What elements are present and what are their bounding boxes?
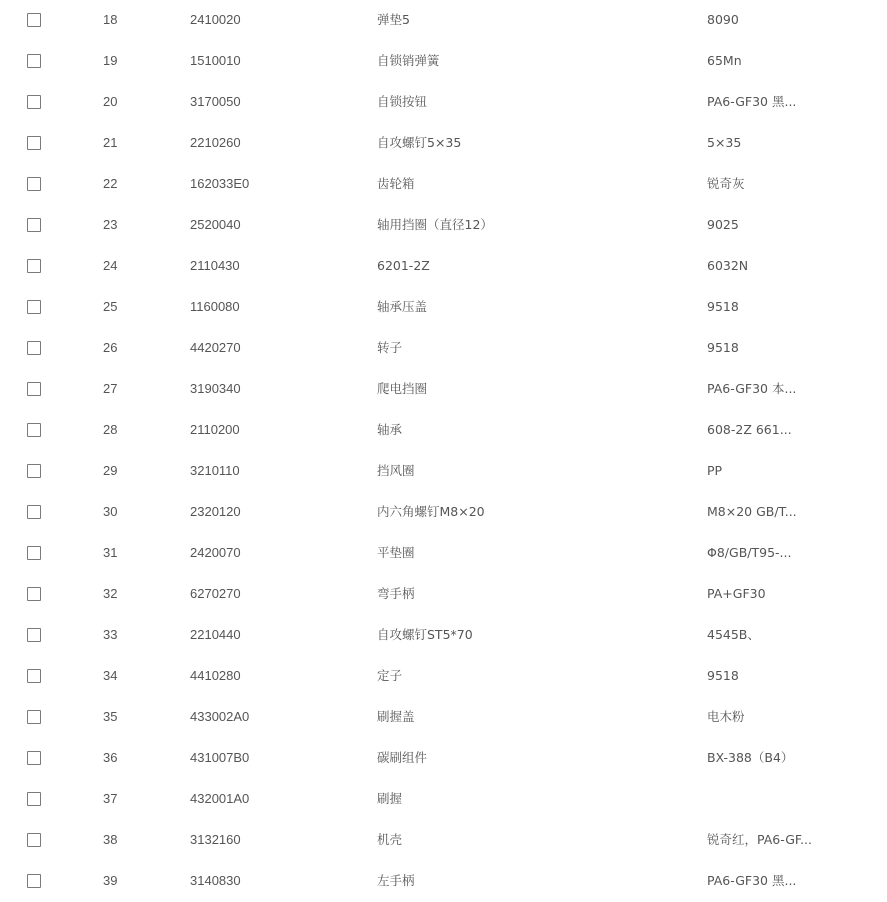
part-name: 刷握 — [377, 791, 403, 806]
row-select-cell — [27, 287, 43, 327]
row-number: 23 — [103, 217, 118, 232]
part-name: 齿轮箱 — [377, 176, 415, 191]
part-code: 433002A0 — [190, 709, 250, 724]
table-row — [0, 205, 887, 246]
row-number: 21 — [103, 135, 118, 150]
part-spec: 9518 — [707, 668, 739, 683]
part-spec: 9518 — [707, 340, 739, 355]
row-checkbox[interactable] — [27, 136, 41, 150]
row-number: 35 — [103, 709, 118, 724]
part-spec: BX-388（B4） — [707, 750, 794, 765]
row-checkbox[interactable] — [27, 341, 41, 355]
part-code: 432001A0 — [190, 791, 250, 806]
part-name: 自攻螺钉ST5*70 — [377, 627, 473, 642]
row-checkbox[interactable] — [27, 464, 41, 478]
row-number: 33 — [103, 627, 118, 642]
part-spec: PA6-GF30 黑... — [707, 873, 797, 888]
row-select-cell — [27, 369, 43, 409]
row-select-cell — [27, 0, 43, 40]
row-checkbox[interactable] — [27, 177, 41, 191]
part-code: 431007B0 — [190, 750, 250, 765]
row-select-cell — [27, 410, 43, 450]
table-row — [0, 533, 887, 574]
part-code: 6270270 — [190, 586, 241, 601]
table-row — [0, 41, 887, 82]
part-spec: 608-2Z 661... — [707, 422, 792, 437]
row-checkbox[interactable] — [27, 423, 41, 437]
row-checkbox[interactable] — [27, 628, 41, 642]
table-row — [0, 574, 887, 615]
row-checkbox[interactable] — [27, 13, 41, 27]
table-row — [0, 820, 887, 861]
part-spec: 6032N — [707, 258, 749, 273]
part-spec: 65Mn — [707, 53, 742, 68]
part-code: 2420070 — [190, 545, 241, 560]
row-select-cell — [27, 328, 43, 368]
row-select-cell — [27, 123, 43, 163]
part-code: 2110200 — [190, 422, 240, 437]
part-name: 内六角螺钉M8×20 — [377, 504, 485, 519]
table-row — [0, 123, 887, 164]
row-checkbox[interactable] — [27, 300, 41, 314]
row-number: 27 — [103, 381, 118, 396]
part-name: 轴承 — [377, 422, 403, 437]
row-checkbox[interactable] — [27, 382, 41, 396]
part-code: 4410280 — [190, 668, 241, 683]
part-spec: PA+GF30 — [707, 586, 766, 601]
part-code: 3190340 — [190, 381, 241, 396]
part-name: 自锁销弹簧 — [377, 53, 440, 68]
part-name: 刷握盖 — [377, 709, 415, 724]
part-name: 左手柄 — [377, 873, 415, 888]
part-name: 自攻螺钉5×35 — [377, 135, 462, 150]
table-row — [0, 410, 887, 451]
table-row — [0, 656, 887, 697]
table-row — [0, 287, 887, 328]
row-checkbox[interactable] — [27, 792, 41, 806]
part-code: 2520040 — [190, 217, 241, 232]
row-number: 30 — [103, 504, 118, 519]
part-code: 3170050 — [190, 94, 241, 109]
part-name: 转子 — [377, 340, 403, 355]
part-name: 挡风圈 — [377, 463, 415, 478]
row-select-cell — [27, 205, 43, 245]
part-code: 3210110 — [190, 463, 240, 478]
part-name: 弯手柄 — [377, 586, 415, 601]
part-name: 自锁按钮 — [377, 94, 428, 109]
row-select-cell — [27, 574, 43, 614]
part-name: 6201-2Z — [377, 258, 430, 273]
part-spec: 9025 — [707, 217, 739, 232]
table-row — [0, 164, 887, 205]
part-spec: 锐奇灰 — [707, 176, 745, 191]
row-select-cell — [27, 738, 43, 778]
row-select-cell — [27, 82, 43, 122]
part-spec: PA6-GF30 黑... — [707, 94, 797, 109]
table-row — [0, 451, 887, 492]
part-spec — [707, 779, 882, 819]
row-checkbox[interactable] — [27, 710, 41, 724]
table-row — [0, 779, 887, 820]
part-spec: 电木粉 — [707, 709, 745, 724]
part-spec: 9518 — [707, 299, 739, 314]
row-select-cell — [27, 820, 43, 860]
row-number: 39 — [103, 873, 118, 888]
part-name: 轴用挡圈（直径12） — [377, 217, 493, 232]
part-name: 定子 — [377, 668, 403, 683]
row-number: 25 — [103, 299, 118, 314]
row-number: 34 — [103, 668, 118, 683]
row-select-cell — [27, 246, 43, 286]
row-checkbox[interactable] — [27, 259, 41, 273]
row-number: 37 — [103, 791, 118, 806]
row-number: 22 — [103, 176, 118, 191]
part-name: 爬电挡圈 — [377, 381, 428, 396]
part-code: 162033E0 — [190, 176, 250, 191]
row-checkbox[interactable] — [27, 874, 41, 888]
part-spec: Φ8/GB/T95-... — [707, 545, 792, 560]
row-number: 26 — [103, 340, 118, 355]
part-code: 2410020 — [190, 12, 241, 27]
row-select-cell — [27, 697, 43, 737]
part-code: 1510010 — [190, 53, 241, 68]
row-select-cell — [27, 164, 43, 204]
row-checkbox[interactable] — [27, 218, 41, 232]
row-select-cell — [27, 533, 43, 573]
row-checkbox[interactable] — [27, 751, 41, 765]
row-number: 19 — [103, 53, 118, 68]
table-row — [0, 738, 887, 779]
row-number: 18 — [103, 12, 118, 27]
row-checkbox[interactable] — [27, 95, 41, 109]
part-code: 1160080 — [190, 299, 240, 314]
part-spec: M8×20 GB/T... — [707, 504, 797, 519]
table-row — [0, 492, 887, 533]
part-spec: 锐奇红，PA6-GF... — [707, 832, 812, 847]
row-number: 38 — [103, 832, 118, 847]
table-row — [0, 615, 887, 656]
part-spec: PP — [707, 463, 723, 478]
row-select-cell — [27, 492, 43, 532]
row-select-cell — [27, 861, 43, 901]
row-select-cell — [27, 41, 43, 81]
row-number: 32 — [103, 586, 118, 601]
table-row — [0, 0, 887, 41]
part-spec: 4545B、 — [707, 627, 760, 642]
part-spec: 8090 — [707, 12, 739, 27]
row-number: 36 — [103, 750, 118, 765]
row-number: 24 — [103, 258, 118, 273]
row-select-cell — [27, 779, 43, 819]
row-number: 28 — [103, 422, 118, 437]
row-number: 31 — [103, 545, 118, 560]
part-code: 2320120 — [190, 504, 241, 519]
part-code: 2210440 — [190, 627, 241, 642]
part-name: 弹垫5 — [377, 12, 410, 27]
row-number: 29 — [103, 463, 118, 478]
part-name: 轴承压盖 — [377, 299, 428, 314]
part-spec: 5×35 — [707, 135, 742, 150]
row-checkbox[interactable] — [27, 833, 41, 847]
table-row — [0, 82, 887, 123]
row-select-cell — [27, 615, 43, 655]
part-code: 3140830 — [190, 873, 241, 888]
row-select-cell — [27, 451, 43, 491]
table-row — [0, 697, 887, 738]
part-name: 碳刷组件 — [377, 750, 428, 765]
row-checkbox[interactable] — [27, 54, 41, 68]
part-name: 平垫圈 — [377, 545, 415, 560]
row-number: 20 — [103, 94, 118, 109]
row-checkbox[interactable] — [27, 669, 41, 683]
row-checkbox[interactable] — [27, 546, 41, 560]
part-spec: PA6-GF30 本... — [707, 381, 797, 396]
part-name: 机壳 — [377, 832, 403, 847]
part-code: 3132160 — [190, 832, 241, 847]
table-row — [0, 369, 887, 410]
part-code: 2210260 — [190, 135, 241, 150]
part-code: 2110430 — [190, 258, 240, 273]
table-row — [0, 328, 887, 369]
table-row — [0, 246, 887, 287]
row-checkbox[interactable] — [27, 587, 41, 601]
row-checkbox[interactable] — [27, 505, 41, 519]
part-code: 4420270 — [190, 340, 241, 355]
table-row — [0, 861, 887, 902]
row-select-cell — [27, 656, 43, 696]
